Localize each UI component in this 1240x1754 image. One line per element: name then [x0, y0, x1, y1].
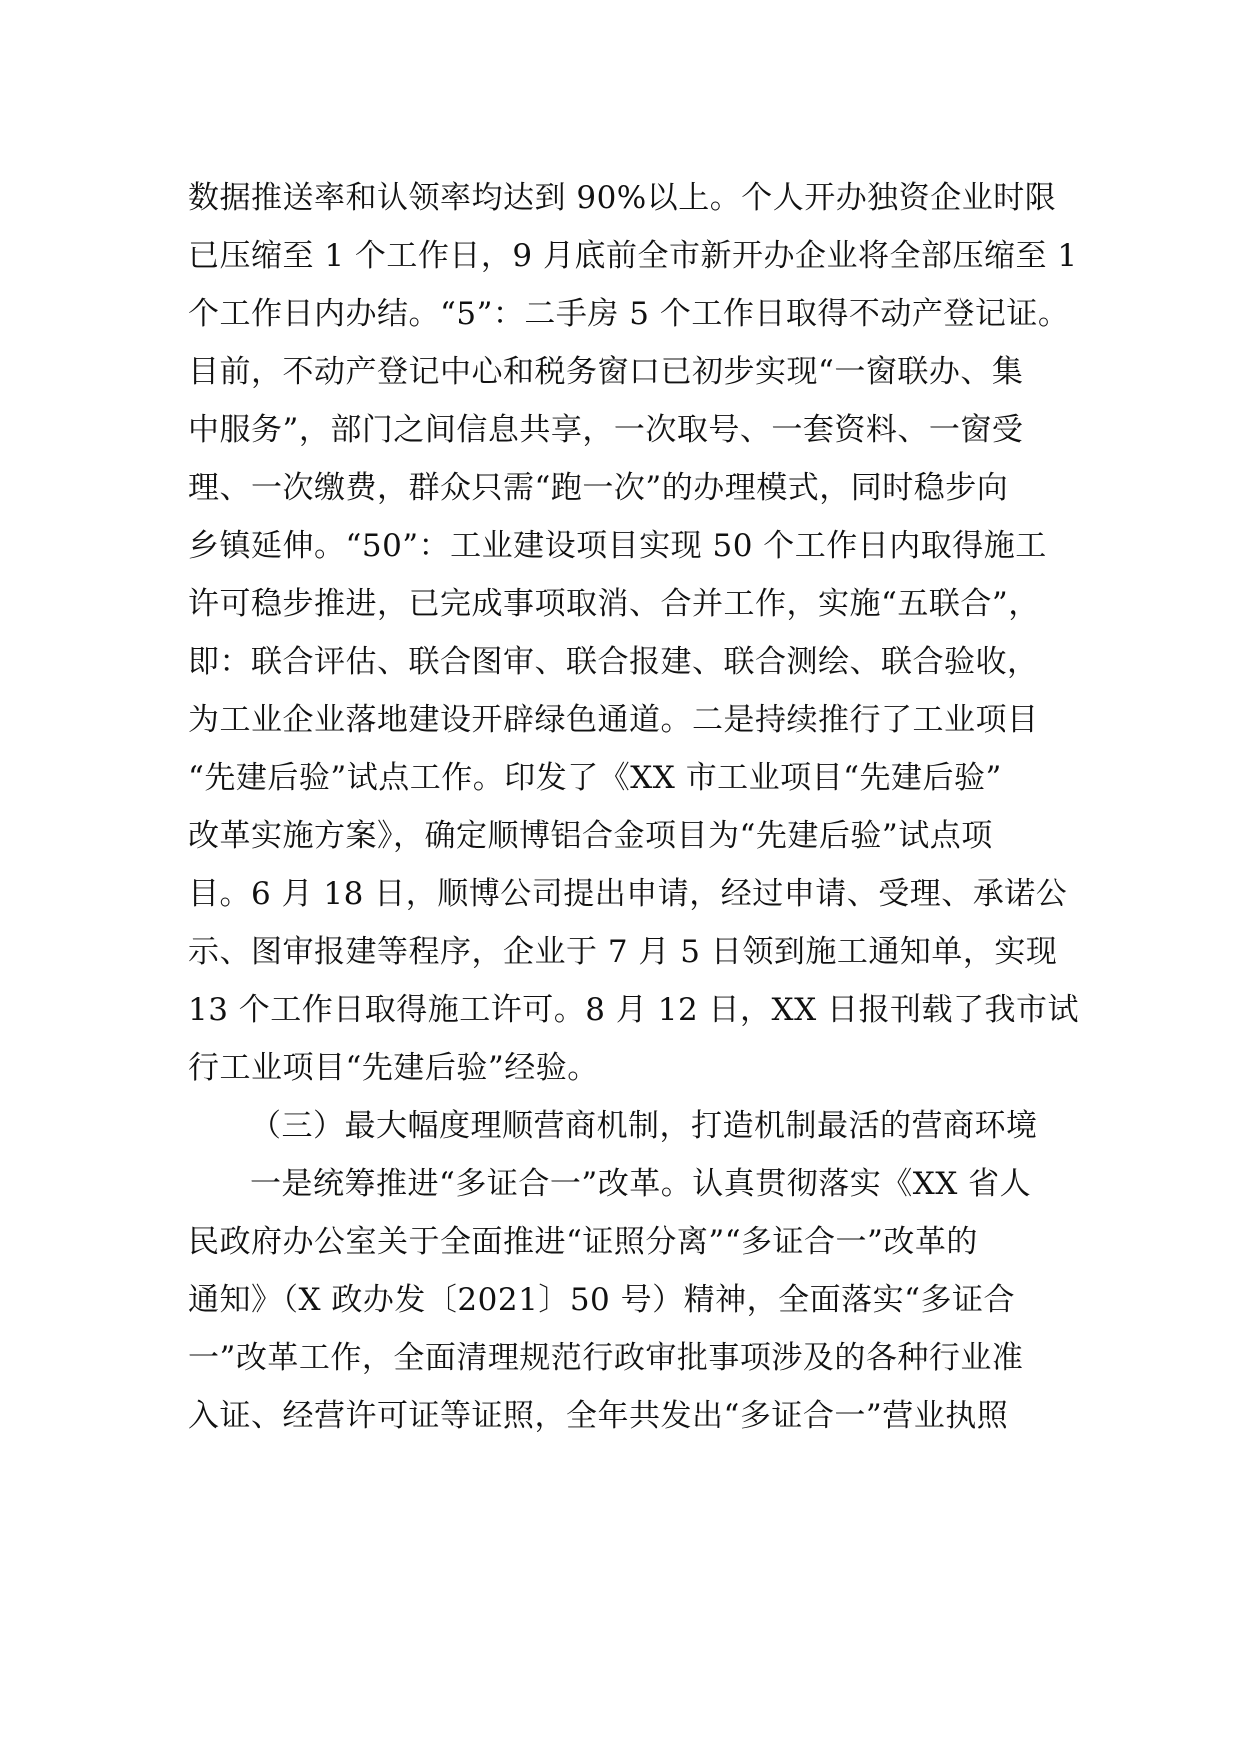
text-line: 民政府办公室关于全面推进“证照分离”“多证合一”改革的 [188, 1224, 978, 1260]
text-line: 目前，不动产登记中心和税务窗口已初步实现“一窗联办、集 [188, 354, 1024, 390]
text-line: 改革实施方案》，确定顺博铝合金项目为“先建后验”试点项 [188, 818, 993, 854]
text-line: 理、一次缴费，群众只需“跑一次”的办理模式，同时稳步向 [188, 470, 1009, 506]
text-line: 13 个工作日取得施工许可。8 月 12 日，XX 日报刊载了我市试 [188, 992, 1080, 1028]
text-line: 个工作日内办结。“5”：二手房 5 个工作日取得不动产登记证。 [188, 296, 1070, 332]
text-line: 通知》（X 政办发〔2021〕50 号）精神，全面落实“多证合 [188, 1282, 1015, 1318]
text-line: 一”改革工作，全面清理规范行政审批事项涉及的各种行业准 [188, 1340, 1024, 1376]
text-line: 已压缩至 1 个工作日，9 月底前全市新开办企业将全部压缩至 1 [188, 238, 1078, 274]
text-line: 数据推送率和认领率均达到 90%以上。个人开办独资企业时限 [188, 180, 1057, 216]
text-line: 为工业企业落地建设开辟绿色通道。二是持续推行了工业项目 [188, 702, 1039, 738]
text-line: 即：联合评估、联合图审、联合报建、联合测绘、联合验收， [188, 644, 1039, 680]
paragraph-first-line: 一是统筹推进“多证合一”改革。认真贯彻落实《XX 省人 [250, 1166, 1032, 1202]
text-line: 乡镇延伸。“50”：工业建设项目实现 50 个工作日内取得施工 [188, 528, 1047, 564]
text-line: 中服务”，部门之间信息共享，一次取号、一套资料、一窗受 [188, 412, 1024, 448]
text-line: 许可稳步推进，已完成事项取消、合并工作，实施“五联合”， [188, 586, 1040, 622]
text-line: 入证、经营许可证等证照，全年共发出“多证合一”营业执照 [188, 1398, 1009, 1434]
text-line: “先建后验”试点工作。印发了《XX 市工业项目“先建后验” [188, 760, 1002, 796]
text-line: 目。6 月 18 日，顺博公司提出申请，经过申请、受理、承诺公 [188, 876, 1068, 912]
text-line: 行工业项目“先建后验”经验。 [188, 1050, 599, 1086]
text-line: 示、图审报建等程序，企业于 7 月 5 日领到施工通知单，实现 [188, 934, 1058, 970]
section-heading: （三）最大幅度理顺营商机制，打造机制最活的营商环境 [250, 1108, 1038, 1144]
